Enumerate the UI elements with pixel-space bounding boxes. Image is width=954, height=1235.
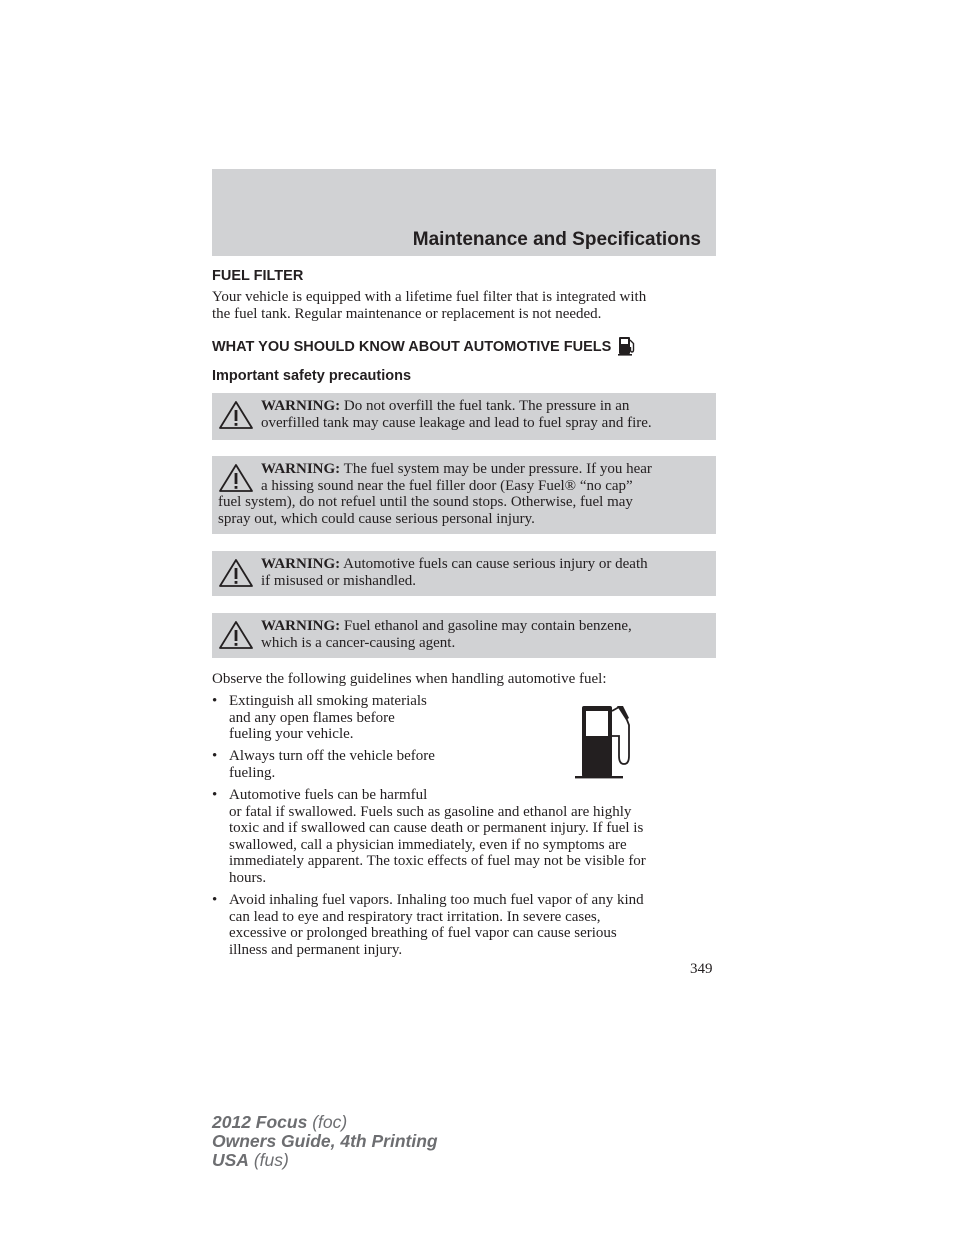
warning-text: The fuel system may be under pressure. If you hear — [343, 461, 652, 477]
bullet-marker: • — [212, 787, 218, 803]
list-item-line: fueling your vehicle. — [229, 726, 354, 742]
warning-triangle-icon — [218, 620, 254, 650]
safety-precautions-subheading: Important safety precautions — [212, 368, 412, 384]
warning-line: a hissing sound near the fuel filler door (Easy Fuel® “no cap” — [261, 477, 633, 494]
list-item-line: excessive or prolonged breathing of fuel vapor can cause serious — [229, 925, 617, 941]
warning-line: spray out, which could cause serious personal injury. — [218, 510, 535, 527]
list-item-line: Avoid inhaling fuel vapors. Inhaling too much fuel vapor of any kind — [229, 892, 644, 908]
paragraph-line: the fuel tank. Regular maintenance or replacement is not needed. — [212, 305, 602, 322]
footer-model-code: (foc) — [307, 1112, 348, 1132]
list-item-line: can lead to eye and respiratory tract irritation. In severe cases, — [229, 908, 601, 925]
bullet-marker: • — [212, 693, 218, 709]
warning-line: overfilled tank may cause leakage and lead to fuel spray and fire. — [261, 414, 652, 431]
warning-triangle-icon — [218, 558, 254, 588]
warning-label: WARNING: — [261, 556, 341, 572]
list-item-text — [229, 693, 427, 743]
footer-line — [212, 1113, 438, 1132]
bullet-marker: • — [212, 748, 218, 764]
list-item-line: Extinguish all smoking materials — [229, 693, 427, 709]
warning-line — [218, 398, 708, 415]
warning-line — [218, 618, 708, 635]
footer-line — [212, 1151, 438, 1170]
list-item-line: toxic and if swallowed can cause death or permanent injury. If fuel is — [229, 820, 644, 836]
warning-label: WARNING: — [261, 618, 341, 634]
list-item-text — [229, 787, 646, 886]
warning-box — [212, 613, 716, 658]
list-item-line: Automotive fuels can be harmful — [229, 787, 428, 803]
list-item-line: illness and permanent injury. — [229, 941, 403, 958]
warning-text: Do not overfill the fuel tank. The pressure in an — [343, 398, 630, 414]
warning-line: if misused or mishandled. — [261, 572, 416, 589]
list-item-line: swallowed, call a physician immediately, even if no symptoms are — [229, 836, 627, 853]
fuel-pump-illustration — [574, 703, 636, 781]
warning-label: WARNING: — [261, 398, 341, 414]
list-item-text — [229, 892, 644, 958]
warning-text: Fuel ethanol and gasoline may contain benzene, — [343, 618, 632, 634]
warning-triangle-icon — [218, 463, 254, 493]
list-item-text — [229, 748, 435, 781]
automotive-fuels-heading-text: WHAT YOU SHOULD KNOW ABOUT AUTOMOTIVE FUELS — [212, 339, 612, 355]
guidelines-intro: Observe the following guidelines when handling automotive fuel: — [212, 671, 607, 687]
warning-label: WARNING: — [261, 461, 341, 477]
automotive-fuels-heading — [212, 336, 636, 356]
bullet-marker: • — [212, 892, 218, 908]
footer-line — [212, 1132, 438, 1151]
fuel-pump-icon — [618, 336, 636, 356]
paragraph-line: Your vehicle is equipped with a lifetime fuel filter that is integrated with — [212, 289, 647, 305]
warning-box — [212, 551, 716, 596]
list-item-line: or fatal if swallowed. Fuels such as gasoline and ethanol are highly — [229, 803, 632, 820]
warning-line — [218, 461, 708, 478]
warning-line: fuel system), do not refuel until the sound stops. Otherwise, fuel may — [218, 494, 633, 510]
footer-guide-edition: Owners Guide, 4th Printing — [212, 1131, 438, 1151]
warning-line — [218, 556, 708, 573]
page-number: 349 — [690, 961, 713, 977]
section-title: Maintenance and Specifications — [412, 229, 701, 250]
fuel-filter-paragraph — [212, 289, 716, 322]
section-header-band — [212, 169, 716, 256]
warning-triangle-icon — [218, 400, 254, 430]
fuel-filter-heading: FUEL FILTER — [212, 268, 304, 284]
warning-box — [212, 456, 716, 534]
footer-market-code: (fus) — [248, 1150, 289, 1170]
list-item-line: fueling. — [229, 764, 276, 781]
warning-box — [212, 393, 716, 440]
warning-line: which is a cancer-causing agent. — [261, 634, 456, 651]
document-footer — [212, 1113, 438, 1170]
footer-model: 2012 Focus — [212, 1112, 308, 1132]
footer-market: USA — [212, 1150, 249, 1170]
list-item-line: Always turn off the vehicle before — [229, 748, 435, 764]
list-item-line: hours. — [229, 869, 267, 886]
warning-text: Automotive fuels can cause serious injury or death — [343, 556, 648, 572]
list-item-line: immediately apparent. The toxic effects of fuel may not be visible for — [229, 853, 646, 869]
list-item-line: and any open flames before — [229, 709, 395, 726]
